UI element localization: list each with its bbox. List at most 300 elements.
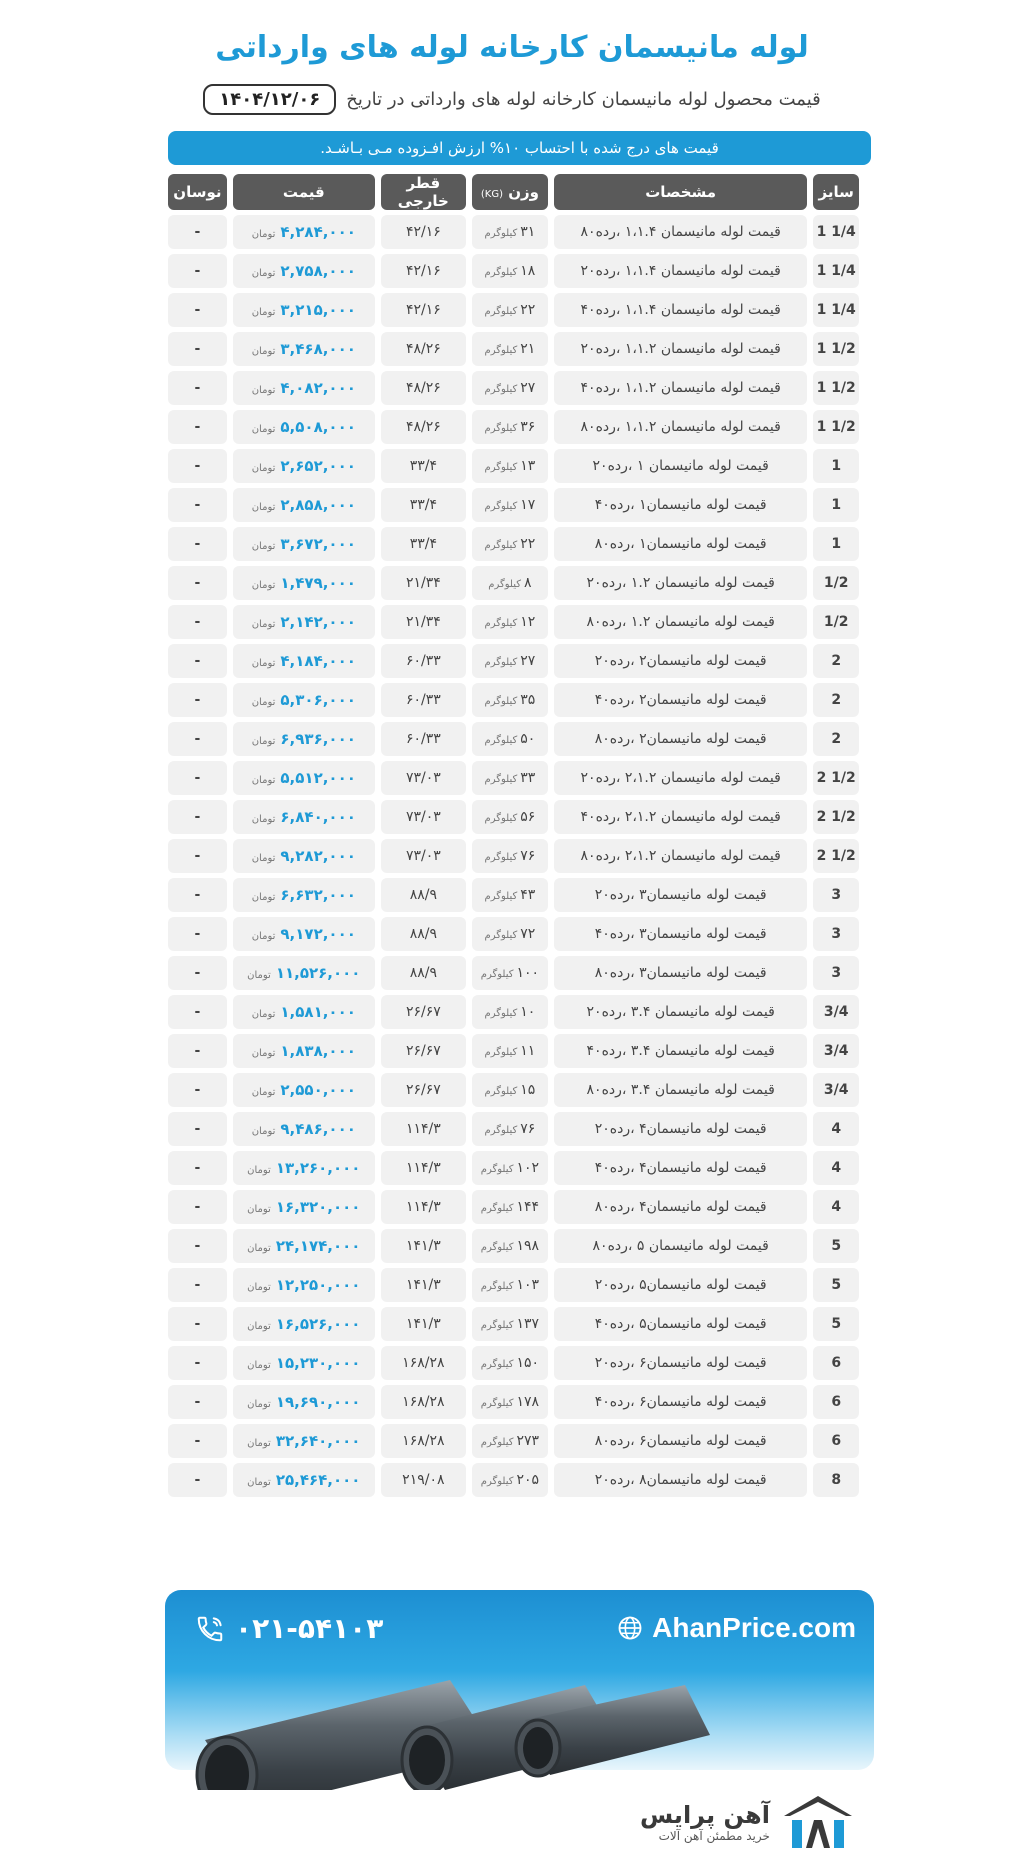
cell-price <box>233 449 375 483</box>
weight-value: ۳۳ <box>520 770 536 786</box>
price-value: ۲۵,۴۶۴,۰۰۰ <box>275 1471 361 1489</box>
cell-size: 1 1/4 <box>813 215 859 249</box>
weight-value: ۲۲ <box>520 536 536 552</box>
cell-weight <box>472 1151 548 1185</box>
cell-weight <box>472 527 548 561</box>
date-badge: ۱۴۰۴/۱۲/۰۶ <box>203 84 336 115</box>
cell-diameter: ۲۱/۳۴ <box>381 605 466 639</box>
cell-fluctuation: - <box>168 332 227 366</box>
weight-value: ۳۵ <box>520 692 536 708</box>
price-unit: تومان <box>251 619 276 630</box>
cell-price <box>233 1463 375 1497</box>
cell-diameter: ۱۶۸/۲۸ <box>381 1385 466 1419</box>
cell-spec: قیمت لوله مانیسمان ۳.۴ ،رده۴۰ <box>554 1034 807 1068</box>
price-unit: تومان <box>251 697 276 708</box>
brand-logo <box>640 1790 870 1854</box>
cell-spec: قیمت لوله مانیسمان ۱،۱.۲ ،رده۴۰ <box>554 371 807 405</box>
cell-price <box>233 1151 375 1185</box>
cell-weight <box>472 683 548 717</box>
cell-fluctuation: - <box>168 215 227 249</box>
cell-fluctuation: - <box>168 1385 227 1419</box>
cell-price <box>233 254 375 288</box>
cell-spec: قیمت لوله مانیسمان۶ ،رده۲۰ <box>554 1346 807 1380</box>
cell-size: 6 <box>813 1346 859 1380</box>
cell-price <box>233 956 375 990</box>
cell-fluctuation: - <box>168 1190 227 1224</box>
price-value: ۲,۵۵۰,۰۰۰ <box>280 1081 356 1099</box>
price-value: ۵,۵۱۲,۰۰۰ <box>280 769 356 787</box>
price-value: ۴,۲۸۴,۰۰۰ <box>280 223 356 241</box>
weight-unit: کیلوگرم <box>488 579 522 590</box>
cell-weight <box>472 605 548 639</box>
cell-price <box>233 332 375 366</box>
price-value: ۱,۸۳۸,۰۰۰ <box>280 1042 356 1060</box>
price-unit: تومان <box>247 1438 271 1449</box>
weight-unit: کیلوگرم <box>484 696 518 707</box>
table-row <box>168 488 859 522</box>
weight-value: ۸ <box>524 575 532 591</box>
header-spec: مشخصات <box>554 174 807 210</box>
header-price: قیمت <box>233 174 375 210</box>
cell-weight <box>472 1190 548 1224</box>
price-unit: تومان <box>247 1243 271 1254</box>
logo-brand: آهن پرایس <box>640 1801 770 1829</box>
cell-spec: قیمت لوله مانیسمان ۱،۱.۲ ،رده۸۰ <box>554 410 807 444</box>
cell-weight <box>472 410 548 444</box>
cell-weight <box>472 644 548 678</box>
table-row <box>168 1229 859 1263</box>
weight-unit: کیلوگرم <box>480 1476 514 1487</box>
table-header-row <box>168 174 859 210</box>
cell-fluctuation: - <box>168 1034 227 1068</box>
price-unit: تومان <box>251 307 276 318</box>
cell-size: 4 <box>813 1112 859 1146</box>
table-row <box>168 410 859 444</box>
cell-price <box>233 1190 375 1224</box>
table-row <box>168 605 859 639</box>
cell-size: 2 <box>813 644 859 678</box>
cell-price <box>233 1346 375 1380</box>
weight-unit: کیلوگرم <box>480 969 514 980</box>
cell-spec: قیمت لوله مانیسمان۸ ،رده۲۰ <box>554 1463 807 1497</box>
price-unit: تومان <box>251 580 276 591</box>
cell-fluctuation: - <box>168 1151 227 1185</box>
cell-weight <box>472 878 548 912</box>
price-value: ۱,۴۷۹,۰۰۰ <box>280 574 356 592</box>
cell-spec: قیمت لوله مانیسمان ۱،۱.۴ ،رده۲۰ <box>554 254 807 288</box>
cell-diameter: ۴۲/۱۶ <box>381 293 466 327</box>
cell-fluctuation: - <box>168 722 227 756</box>
table-row <box>168 839 859 873</box>
phone-icon <box>195 1614 225 1644</box>
cell-price <box>233 410 375 444</box>
price-unit: تومان <box>251 1087 276 1098</box>
price-value: ۴,۱۸۴,۰۰۰ <box>280 652 356 670</box>
weight-unit: کیلوگرم <box>484 345 518 356</box>
price-unit: تومان <box>251 229 276 240</box>
cell-spec: قیمت لوله مانیسمان ۲،۱.۲ ،رده۴۰ <box>554 800 807 834</box>
cell-size: 1 1/2 <box>813 371 859 405</box>
cell-price <box>233 1073 375 1107</box>
price-unit: تومان <box>251 775 276 786</box>
page-title: لوله مانیسمان کارخانه لوله های وارداتی <box>215 30 809 65</box>
weight-value: ۲۲ <box>520 302 536 318</box>
cell-weight <box>472 800 548 834</box>
cell-fluctuation: - <box>168 917 227 951</box>
weight-value: ۱۰۰ <box>516 965 540 981</box>
price-value: ۲۴,۱۷۴,۰۰۰ <box>275 1237 361 1255</box>
weight-value: ۲۰۵ <box>516 1472 540 1488</box>
cell-diameter: ۱۶۸/۲۸ <box>381 1424 466 1458</box>
table-row <box>168 1424 859 1458</box>
price-value: ۵,۵۰۸,۰۰۰ <box>280 418 356 436</box>
phone-number: ۰۲۱-۵۴۱۰۳ <box>235 1612 384 1645</box>
weight-unit: کیلوگرم <box>484 852 518 863</box>
cell-weight <box>472 1229 548 1263</box>
weight-unit: کیلوگرم <box>480 1320 514 1331</box>
cell-fluctuation: - <box>168 761 227 795</box>
cell-size: 1 <box>813 449 859 483</box>
cell-size: 3 <box>813 956 859 990</box>
cell-fluctuation: - <box>168 1346 227 1380</box>
cell-fluctuation: - <box>168 371 227 405</box>
price-unit: تومان <box>247 1477 271 1488</box>
cell-price <box>233 917 375 951</box>
cell-spec: قیمت لوله مانیسمان ۱،۱.۲ ،رده۲۰ <box>554 332 807 366</box>
weight-unit: کیلوگرم <box>484 1008 518 1019</box>
cell-spec: قیمت لوله مانیسمان۳ ،رده۲۰ <box>554 878 807 912</box>
price-value: ۲,۸۵۸,۰۰۰ <box>280 496 356 514</box>
cell-weight <box>472 332 548 366</box>
cell-diameter: ۴۸/۲۶ <box>381 371 466 405</box>
cell-fluctuation: - <box>168 1463 227 1497</box>
weight-value: ۱۹۸ <box>516 1238 540 1254</box>
cell-fluctuation: - <box>168 956 227 990</box>
weight-unit: کیلوگرم <box>484 1086 518 1097</box>
cell-price <box>233 644 375 678</box>
price-value: ۱۹,۶۹۰,۰۰۰ <box>275 1393 361 1411</box>
cell-diameter: ۴۸/۲۶ <box>381 332 466 366</box>
cell-spec: قیمت لوله مانیسمان۱ ،رده۸۰ <box>554 527 807 561</box>
cell-spec: قیمت لوله مانیسمان۳ ،رده۴۰ <box>554 917 807 951</box>
cell-spec: قیمت لوله مانیسمان۴ ،رده۲۰ <box>554 1112 807 1146</box>
weight-unit: کیلوگرم <box>480 1437 514 1448</box>
cell-diameter: ۷۳/۰۳ <box>381 839 466 873</box>
weight-unit: کیلوگرم <box>484 813 518 824</box>
weight-unit: کیلوگرم <box>484 1047 518 1058</box>
cell-size: 5 <box>813 1268 859 1302</box>
price-value: ۲,۷۵۸,۰۰۰ <box>280 262 356 280</box>
weight-value: ۲۷ <box>520 653 536 669</box>
cell-size: 1 1/4 <box>813 293 859 327</box>
cell-diameter: ۷۳/۰۳ <box>381 761 466 795</box>
table-row <box>168 683 859 717</box>
cell-spec: قیمت لوله مانیسمان۴ ،رده۴۰ <box>554 1151 807 1185</box>
cell-spec: قیمت لوله مانیسمان۱ ،رده۴۰ <box>554 488 807 522</box>
cell-price <box>233 878 375 912</box>
price-value: ۱۵,۲۳۰,۰۰۰ <box>275 1354 361 1372</box>
price-unit: تومان <box>251 268 276 279</box>
cell-fluctuation: - <box>168 410 227 444</box>
cell-size: 6 <box>813 1424 859 1458</box>
cell-size: 1 1/2 <box>813 410 859 444</box>
cell-size: 2 1/2 <box>813 839 859 873</box>
cell-size: 1 1/4 <box>813 254 859 288</box>
price-unit: تومان <box>251 658 276 669</box>
cell-spec: قیمت لوله مانیسمان ۲،۱.۲ ،رده۲۰ <box>554 761 807 795</box>
cell-diameter: ۱۴۱/۳ <box>381 1229 466 1263</box>
cell-size: 1/2 <box>813 605 859 639</box>
cell-price <box>233 1268 375 1302</box>
cell-size: 2 1/2 <box>813 761 859 795</box>
weight-unit: کیلوگرم <box>484 657 518 668</box>
cell-diameter: ۱۱۴/۳ <box>381 1112 466 1146</box>
table-row <box>168 1190 859 1224</box>
weight-value: ۷۶ <box>520 1121 536 1137</box>
cell-diameter: ۶۰/۳۳ <box>381 683 466 717</box>
price-value: ۳,۲۱۵,۰۰۰ <box>280 301 356 319</box>
cell-spec: قیمت لوله مانیسمان ۳.۴ ،رده۸۰ <box>554 1073 807 1107</box>
table-row <box>168 527 859 561</box>
price-value: ۳۲,۶۴۰,۰۰۰ <box>275 1432 361 1450</box>
cell-spec: قیمت لوله مانیسمان۲ ،رده۴۰ <box>554 683 807 717</box>
cell-price <box>233 605 375 639</box>
weight-value: ۳۶ <box>520 419 536 435</box>
table-row <box>168 917 859 951</box>
cell-diameter: ۲۱/۳۴ <box>381 566 466 600</box>
weight-value: ۱۰۳ <box>516 1277 540 1293</box>
cell-diameter: ۴۸/۲۶ <box>381 410 466 444</box>
weight-unit: کیلوگرم <box>484 1125 518 1136</box>
table-row <box>168 566 859 600</box>
cell-fluctuation: - <box>168 1268 227 1302</box>
price-unit: تومان <box>251 1048 276 1059</box>
cell-weight <box>472 1424 548 1458</box>
price-value: ۳,۶۷۲,۰۰۰ <box>280 535 356 553</box>
table-row <box>168 722 859 756</box>
weight-unit: کیلوگرم <box>480 1164 514 1175</box>
subtitle-text: قیمت محصول لوله مانیسمان کارخانه لوله های وارداتی در تاریخ <box>346 89 821 110</box>
cell-fluctuation: - <box>168 1307 227 1341</box>
price-unit: تومان <box>247 970 271 981</box>
website-text: AhanPrice.com <box>652 1612 856 1643</box>
cell-size: 5 <box>813 1307 859 1341</box>
cell-size: 3/4 <box>813 995 859 1029</box>
price-unit: تومان <box>251 1126 276 1137</box>
weight-unit: کیلوگرم <box>484 930 518 941</box>
cell-size: 3 <box>813 917 859 951</box>
cell-size: 1/2 <box>813 566 859 600</box>
cell-fluctuation: - <box>168 995 227 1029</box>
cell-spec: قیمت لوله مانیسمان۵ ،رده۲۰ <box>554 1268 807 1302</box>
cell-fluctuation: - <box>168 839 227 873</box>
steel-pipes-illustration <box>165 1640 874 1790</box>
price-unit: تومان <box>251 502 276 513</box>
table-row <box>168 800 859 834</box>
cell-size: 2 <box>813 683 859 717</box>
cell-spec: قیمت لوله مانیسمان۵ ،رده۴۰ <box>554 1307 807 1341</box>
table-row <box>168 1346 859 1380</box>
price-value: ۶,۹۳۶,۰۰۰ <box>280 730 356 748</box>
cell-diameter: ۸۸/۹ <box>381 878 466 912</box>
price-value: ۶,۶۳۲,۰۰۰ <box>280 886 356 904</box>
cell-price <box>233 488 375 522</box>
price-unit: تومان <box>247 1321 271 1332</box>
price-unit: تومان <box>251 814 276 825</box>
cell-size: 2 <box>813 722 859 756</box>
cell-diameter: ۱۴۱/۳ <box>381 1307 466 1341</box>
cell-diameter: ۷۳/۰۳ <box>381 800 466 834</box>
cell-diameter: ۳۳/۴ <box>381 449 466 483</box>
table-row <box>168 956 859 990</box>
cell-spec: قیمت لوله مانیسمان۲ ،رده۸۰ <box>554 722 807 756</box>
weight-value: ۳۱ <box>520 224 536 240</box>
weight-value: ۵۰ <box>520 731 536 747</box>
table-row <box>168 1385 859 1419</box>
cell-spec: قیمت لوله مانیسمان۳ ،رده۸۰ <box>554 956 807 990</box>
price-value: ۱۲,۲۵۰,۰۰۰ <box>275 1276 361 1294</box>
price-unit: تومان <box>251 931 276 942</box>
cell-weight <box>472 917 548 951</box>
weight-unit: کیلوگرم <box>484 228 518 239</box>
weight-unit: کیلوگرم <box>484 540 518 551</box>
weight-value: ۱۳ <box>520 458 536 474</box>
cell-diameter: ۲۱۹/۰۸ <box>381 1463 466 1497</box>
cell-fluctuation: - <box>168 449 227 483</box>
cell-spec: قیمت لوله مانیسمان ۱.۲ ،رده۸۰ <box>554 605 807 639</box>
cell-size: 4 <box>813 1190 859 1224</box>
price-unit: تومان <box>247 1360 271 1371</box>
table-row <box>168 1151 859 1185</box>
cell-fluctuation: - <box>168 1112 227 1146</box>
cell-size: 2 1/2 <box>813 800 859 834</box>
cell-spec: قیمت لوله مانیسمان۲ ،رده۲۰ <box>554 644 807 678</box>
cell-diameter: ۴۲/۱۶ <box>381 215 466 249</box>
cell-weight <box>472 1073 548 1107</box>
price-unit: تومان <box>251 853 276 864</box>
price-unit: تومان <box>251 385 276 396</box>
weight-value: ۲۷۳ <box>516 1433 540 1449</box>
price-unit: تومان <box>251 1009 276 1020</box>
cell-spec: قیمت لوله مانیسمان ۱.۲ ،رده۲۰ <box>554 566 807 600</box>
cell-fluctuation: - <box>168 293 227 327</box>
cell-fluctuation: - <box>168 800 227 834</box>
table-row <box>168 878 859 912</box>
cell-weight <box>472 722 548 756</box>
cell-price <box>233 1307 375 1341</box>
cell-fluctuation: - <box>168 878 227 912</box>
table-row <box>168 254 859 288</box>
weight-unit: کیلوگرم <box>484 384 518 395</box>
weight-value: ۱۵۰ <box>516 1355 540 1371</box>
cell-diameter: ۲۶/۶۷ <box>381 995 466 1029</box>
logo-mark-icon <box>780 1792 856 1852</box>
cell-spec: قیمت لوله مانیسمان۴ ،رده۸۰ <box>554 1190 807 1224</box>
cell-weight <box>472 1034 548 1068</box>
cell-price <box>233 839 375 873</box>
table-row <box>168 215 859 249</box>
cell-weight <box>472 761 548 795</box>
cell-weight <box>472 488 548 522</box>
logo-text <box>640 1801 770 1843</box>
price-value: ۱۳,۲۶۰,۰۰۰ <box>275 1159 361 1177</box>
globe-icon <box>616 1614 644 1642</box>
weight-unit: کیلوگرم <box>484 774 518 785</box>
cell-spec: قیمت لوله مانیسمان ۱،۱.۴ ،رده۴۰ <box>554 293 807 327</box>
weight-value: ۱۳۷ <box>516 1316 540 1332</box>
weight-value: ۱۲ <box>520 614 536 630</box>
cell-spec: قیمت لوله مانیسمان۶ ،رده۴۰ <box>554 1385 807 1419</box>
weight-unit: کیلوگرم <box>484 267 518 278</box>
price-value: ۹,۲۸۲,۰۰۰ <box>280 847 356 865</box>
cell-price <box>233 683 375 717</box>
price-unit: تومان <box>251 892 276 903</box>
table-row <box>168 644 859 678</box>
cell-price <box>233 566 375 600</box>
vat-notice: قیمت های درج شده با احتساب ۱۰% ارزش افـزوده مـی بـاشـد. <box>168 131 871 165</box>
cell-diameter: ۱۶۸/۲۸ <box>381 1346 466 1380</box>
weight-unit: کیلوگرم <box>484 891 518 902</box>
table-row <box>168 449 859 483</box>
cell-weight <box>472 566 548 600</box>
cell-size: 1 1/2 <box>813 332 859 366</box>
cell-weight <box>472 1112 548 1146</box>
table-row <box>168 1307 859 1341</box>
table-row <box>168 1268 859 1302</box>
table-row <box>168 293 859 327</box>
price-value: ۱۱,۵۲۶,۰۰۰ <box>275 964 361 982</box>
cell-price <box>233 293 375 327</box>
cell-weight <box>472 956 548 990</box>
cell-weight <box>472 1346 548 1380</box>
cell-price <box>233 1385 375 1419</box>
weight-unit: کیلوگرم <box>484 423 518 434</box>
cell-price <box>233 995 375 1029</box>
weight-value: ۲۷ <box>520 380 536 396</box>
weight-unit: کیلوگرم <box>480 1203 514 1214</box>
price-unit: تومان <box>247 1399 271 1410</box>
header-diameter: قطر خارجی <box>381 174 466 210</box>
cell-fluctuation: - <box>168 566 227 600</box>
cell-spec: قیمت لوله مانیسمان ۱ ،رده۲۰ <box>554 449 807 483</box>
cell-size: 1 <box>813 527 859 561</box>
header-fluctuation: نوسان <box>168 174 227 210</box>
weight-unit: کیلوگرم <box>480 1398 514 1409</box>
cell-diameter: ۶۰/۳۳ <box>381 722 466 756</box>
cell-spec: قیمت لوله مانیسمان۶ ،رده۸۰ <box>554 1424 807 1458</box>
cell-fluctuation: - <box>168 254 227 288</box>
header-weight-label: وزن <box>508 183 539 201</box>
cell-price <box>233 800 375 834</box>
cell-weight <box>472 839 548 873</box>
cell-diameter: ۸۸/۹ <box>381 917 466 951</box>
cell-weight <box>472 449 548 483</box>
header-weight-unit: (KG) <box>480 189 503 200</box>
weight-value: ۲۱ <box>520 341 536 357</box>
cell-size: 8 <box>813 1463 859 1497</box>
cell-weight <box>472 215 548 249</box>
cell-diameter: ۲۶/۶۷ <box>381 1034 466 1068</box>
table-row <box>168 1112 859 1146</box>
cell-weight <box>472 1385 548 1419</box>
header-size: سایز <box>813 174 859 210</box>
cell-fluctuation: - <box>168 488 227 522</box>
weight-unit: کیلوگرم <box>484 501 518 512</box>
cell-weight <box>472 254 548 288</box>
weight-value: ۱۱ <box>520 1043 536 1059</box>
price-value: ۹,۱۷۲,۰۰۰ <box>280 925 356 943</box>
price-value: ۳,۴۶۸,۰۰۰ <box>280 340 356 358</box>
